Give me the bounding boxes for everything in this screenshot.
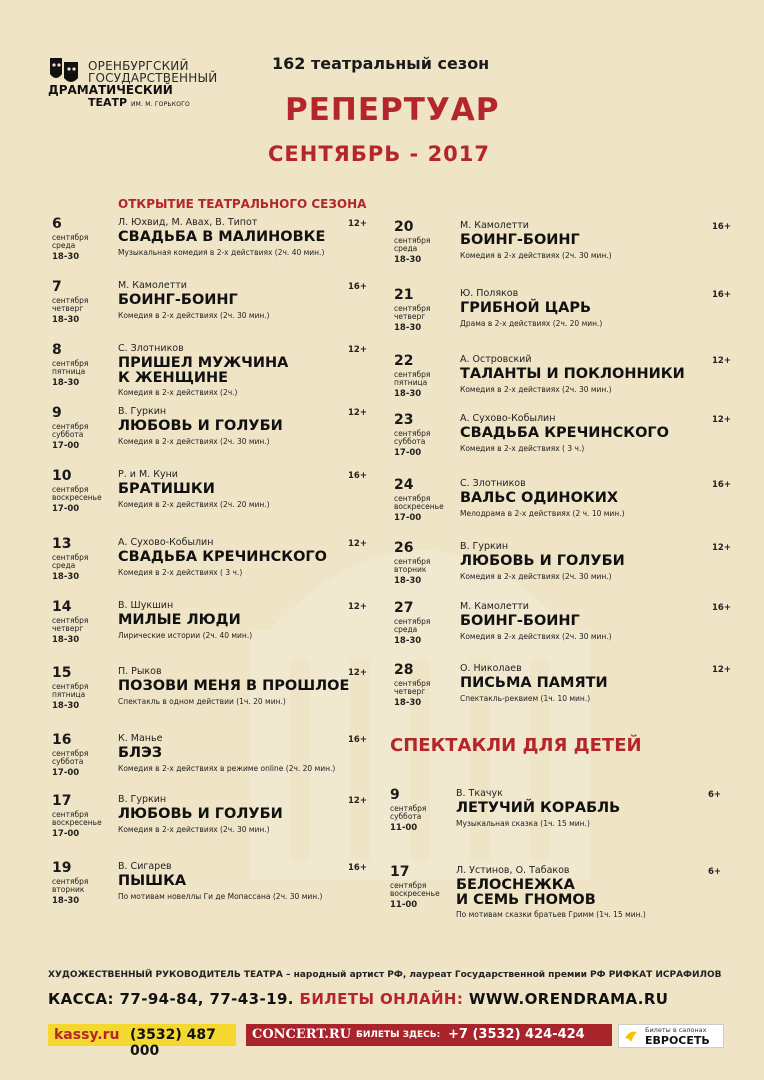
event-time: 17-00 bbox=[394, 513, 422, 523]
event-title-line-1: ЛЮБОВЬ И ГОЛУБИ bbox=[118, 418, 283, 434]
event-month: сентября bbox=[394, 679, 431, 688]
event-day: 6 bbox=[52, 216, 62, 232]
event-title bbox=[460, 426, 669, 441]
kassa-phones: КАССА: 77-94-84, 77-43-19. bbox=[48, 990, 294, 1008]
event-age-rating: 16+ bbox=[712, 222, 731, 232]
event-time: 18-30 bbox=[52, 635, 80, 645]
event-item bbox=[394, 663, 734, 723]
event-genre: Комедия в 2-х действиях (2ч. 30 мин.) bbox=[460, 572, 612, 581]
event-time: 17-00 bbox=[52, 504, 80, 514]
event-day: 8 bbox=[52, 342, 62, 358]
event-title bbox=[118, 807, 283, 822]
event-age-rating: 12+ bbox=[348, 345, 367, 355]
kassy-phone: (3532) 487 000 bbox=[130, 1027, 216, 1059]
event-author: О. Николаев bbox=[460, 663, 522, 674]
event-title-line-2: И СЕМЬ ГНОМОВ bbox=[456, 892, 596, 908]
event-title bbox=[118, 293, 238, 308]
event-month: сентября bbox=[394, 370, 431, 379]
concert-here-label: БИЛЕТЫ ЗДЕСЬ: bbox=[356, 1030, 441, 1040]
event-time: 17-00 bbox=[52, 829, 80, 839]
event-item bbox=[52, 469, 392, 529]
event-title-line-2: К ЖЕНЩИНЕ bbox=[118, 370, 229, 386]
event-month: сентября bbox=[394, 429, 431, 438]
event-author: С. Злотников bbox=[460, 478, 526, 489]
event-item bbox=[390, 865, 730, 925]
event-genre: Комедия в 2-х действиях (2ч. 30 мин.) bbox=[118, 311, 270, 320]
event-genre: Комедия в 2-х действиях (2ч. 30 мин.) bbox=[460, 251, 612, 260]
event-author: В. Ткачук bbox=[456, 788, 503, 799]
event-title-line-1: БОИНГ-БОИНГ bbox=[460, 232, 580, 248]
event-genre: Комедия в 2-х действиях ( 3 ч.) bbox=[460, 444, 585, 453]
event-weekday: пятница bbox=[394, 378, 428, 387]
event-genre: Комедия в 2-х действиях (2ч. 30 мин.) bbox=[460, 632, 612, 641]
event-author: К. Манье bbox=[118, 733, 163, 744]
event-item bbox=[394, 541, 734, 601]
event-author: В. Гуркин bbox=[460, 541, 509, 552]
event-month: сентября bbox=[390, 881, 427, 890]
event-title-line-1: ГРИБНОЙ ЦАРЬ bbox=[460, 300, 592, 316]
event-title bbox=[118, 679, 349, 694]
event-weekday: суббота bbox=[52, 757, 84, 766]
event-time: 18-30 bbox=[52, 315, 80, 325]
event-day: 7 bbox=[52, 279, 62, 295]
event-age-rating: 12+ bbox=[348, 602, 367, 612]
event-weekday: вторник bbox=[394, 565, 427, 574]
event-title bbox=[460, 301, 591, 316]
event-age-rating: 12+ bbox=[348, 539, 367, 549]
event-month: сентября bbox=[52, 422, 89, 431]
event-weekday: четверг bbox=[52, 304, 84, 313]
event-title-line-1: БЕЛОСНЕЖКА bbox=[456, 877, 575, 893]
event-day: 28 bbox=[394, 662, 414, 678]
event-item bbox=[394, 288, 734, 348]
event-genre: Комедия в 2-х действиях (2ч.) bbox=[118, 388, 238, 397]
event-age-rating: 16+ bbox=[348, 863, 367, 873]
event-age-rating: 6+ bbox=[708, 867, 722, 877]
event-item bbox=[52, 794, 392, 854]
event-age-rating: 6+ bbox=[708, 790, 722, 800]
event-genre: Комедия в 2-х действиях (2ч. 30 мин.) bbox=[118, 437, 270, 446]
event-age-rating: 16+ bbox=[712, 290, 731, 300]
logo-line-2: ГОСУДАРСТВЕННЫЙ bbox=[88, 71, 218, 85]
euroset-small-text: Билеты в салонах bbox=[645, 1026, 707, 1034]
event-author: М. Камолетти bbox=[460, 220, 529, 231]
euroset-logo: ЕВРОСЕТЬ bbox=[645, 1034, 710, 1047]
event-month: сентября bbox=[52, 616, 89, 625]
event-month: сентября bbox=[394, 494, 431, 503]
event-title bbox=[118, 230, 325, 245]
event-time: 18-30 bbox=[52, 896, 80, 906]
event-month: сентября bbox=[394, 236, 431, 245]
event-author: С. Злотников bbox=[118, 343, 184, 354]
event-month: сентября bbox=[52, 553, 89, 562]
event-title-line-1: ПИСЬМА ПАМЯТИ bbox=[460, 675, 608, 691]
event-weekday: воскресенье bbox=[52, 818, 102, 827]
event-item bbox=[394, 354, 734, 414]
event-time: 18-30 bbox=[394, 576, 422, 586]
event-author: В. Гуркин bbox=[118, 794, 167, 805]
event-genre: По мотивам новеллы Ги де Мопассана (2ч. 30 мин.) bbox=[118, 892, 323, 901]
event-day: 21 bbox=[394, 287, 414, 303]
event-time: 11-00 bbox=[390, 900, 418, 910]
event-title-line-1: ПОЗОВИ МЕНЯ В ПРОШЛОЕ bbox=[118, 678, 350, 694]
theatre-logo bbox=[48, 52, 238, 112]
event-genre: Комедия в 2-х действиях ( 3 ч.) bbox=[118, 568, 243, 577]
event-weekday: суббота bbox=[394, 437, 426, 446]
event-month: сентября bbox=[52, 485, 89, 494]
event-month: сентября bbox=[52, 233, 89, 242]
event-title-line-1: ПРИШЕЛ МУЖЧИНА bbox=[118, 355, 289, 371]
event-month: сентября bbox=[52, 296, 89, 305]
season-label: 162 театральный сезон bbox=[272, 54, 490, 73]
event-title bbox=[460, 554, 625, 569]
event-item bbox=[394, 478, 734, 538]
event-title bbox=[460, 491, 618, 506]
event-age-rating: 16+ bbox=[712, 480, 731, 490]
event-day: 9 bbox=[390, 787, 400, 803]
event-age-rating: 12+ bbox=[712, 415, 731, 425]
event-author: В. Шукшин bbox=[118, 600, 174, 611]
kassa-line bbox=[48, 990, 668, 1008]
event-day: 9 bbox=[52, 405, 62, 421]
site-link[interactable]: WWW.ORENDRAMA.RU bbox=[468, 990, 669, 1008]
event-month: сентября bbox=[394, 304, 431, 313]
event-month: сентября bbox=[52, 877, 89, 886]
logo-line-1: ОРЕНБУРГСКИЙ bbox=[88, 59, 189, 73]
event-weekday: вторник bbox=[52, 885, 85, 894]
event-age-rating: 12+ bbox=[712, 543, 731, 553]
logo-line-4-main: ТЕАТР bbox=[88, 96, 128, 109]
event-day: 13 bbox=[52, 536, 72, 552]
event-genre: Комедия в 2-х действиях (2ч. 20 мин.) bbox=[118, 500, 270, 509]
event-genre: Лирические истории (2ч. 40 мин.) bbox=[118, 631, 253, 640]
event-weekday: среда bbox=[52, 561, 76, 570]
event-author: Л. Юхвид, М. Авах, В. Типот bbox=[118, 217, 258, 228]
event-item bbox=[52, 537, 392, 597]
event-author: В. Сигарев bbox=[118, 861, 172, 872]
event-title bbox=[460, 233, 580, 248]
section-opening-title: ОТКРЫТИЕ ТЕАТРАЛЬНОГО СЕЗОНА bbox=[118, 197, 367, 211]
concert-banner[interactable] bbox=[246, 1024, 612, 1046]
event-genre: Спектакль-реквием (1ч. 10 мин.) bbox=[460, 694, 591, 703]
event-title bbox=[456, 801, 620, 816]
event-age-rating: 16+ bbox=[348, 471, 367, 481]
logo-line-4 bbox=[88, 97, 190, 110]
event-weekday: суббота bbox=[390, 812, 422, 821]
event-genre: Комедия в 2-х действиях в режиме online (2ч. 20 мин.) bbox=[118, 764, 336, 773]
event-title bbox=[118, 419, 283, 434]
event-age-rating: 12+ bbox=[712, 665, 731, 675]
event-author: А. Островский bbox=[460, 354, 532, 365]
event-title-line-1: БОИНГ-БОИНГ bbox=[118, 292, 238, 308]
event-day: 17 bbox=[52, 793, 72, 809]
event-item bbox=[52, 600, 392, 660]
event-item bbox=[394, 413, 734, 473]
event-age-rating: 16+ bbox=[712, 603, 731, 613]
logo-line-4-small: ИМ. М. ГОРЬКОГО bbox=[130, 101, 190, 108]
event-author: А. Сухово-Кобылин bbox=[460, 413, 556, 424]
event-weekday: воскресенье bbox=[394, 502, 444, 511]
event-age-rating: 12+ bbox=[348, 796, 367, 806]
event-genre: Мелодрама в 2-х действиях (2 ч. 10 мин.) bbox=[460, 509, 625, 518]
event-day: 20 bbox=[394, 219, 414, 235]
event-month: сентября bbox=[52, 359, 89, 368]
event-time: 17-00 bbox=[52, 441, 80, 451]
logo-line-3: ДРАМАТИЧЕСКИЙ bbox=[48, 83, 173, 97]
event-month: сентября bbox=[52, 682, 89, 691]
event-title-line-1: СВАДЬБА КРЕЧИНСКОГО bbox=[118, 549, 327, 565]
event-author: М. Камолетти bbox=[460, 601, 529, 612]
event-genre: Комедия в 2-х действиях (2ч. 30 мин.) bbox=[118, 825, 270, 834]
event-time: 18-30 bbox=[394, 255, 422, 265]
event-genre: Музыкальная сказка (1ч. 15 мин.) bbox=[456, 819, 590, 828]
event-title bbox=[118, 550, 327, 565]
event-title bbox=[118, 874, 186, 889]
event-title bbox=[118, 356, 288, 386]
event-genre: Комедия в 2-х действиях (2ч. 30 мин.) bbox=[460, 385, 612, 394]
event-time: 17-00 bbox=[394, 448, 422, 458]
event-time: 18-30 bbox=[52, 252, 80, 262]
event-age-rating: 12+ bbox=[712, 356, 731, 366]
euroset-bird-icon bbox=[623, 1028, 639, 1044]
event-title-line-1: ТАЛАНТЫ И ПОКЛОННИКИ bbox=[460, 366, 685, 382]
event-weekday: среда bbox=[52, 241, 76, 250]
event-time: 18-30 bbox=[52, 572, 80, 582]
event-time: 18-30 bbox=[52, 378, 80, 388]
event-title-line-1: БРАТИШКИ bbox=[118, 481, 215, 497]
event-age-rating: 12+ bbox=[348, 668, 367, 678]
event-age-rating: 16+ bbox=[348, 282, 367, 292]
kassy-logo: kassy.ru bbox=[54, 1027, 120, 1043]
event-month: сентября bbox=[394, 617, 431, 626]
event-day: 10 bbox=[52, 468, 72, 484]
event-author: Л. Устинов, О. Табаков bbox=[456, 865, 570, 876]
event-weekday: четверг bbox=[394, 312, 426, 321]
event-weekday: четверг bbox=[394, 687, 426, 696]
event-item bbox=[394, 601, 734, 661]
event-item bbox=[52, 217, 392, 277]
event-weekday: среда bbox=[394, 244, 418, 253]
kassy-banner[interactable] bbox=[48, 1024, 236, 1059]
event-title bbox=[460, 614, 580, 629]
event-title-line-1: ПЫШКА bbox=[118, 873, 187, 889]
event-title-line-1: ЛЮБОВЬ И ГОЛУБИ bbox=[460, 553, 625, 569]
event-title bbox=[460, 676, 608, 691]
event-title bbox=[118, 482, 215, 497]
month-title: СЕНТЯБРЬ - 2017 bbox=[268, 142, 491, 166]
event-weekday: четверг bbox=[52, 624, 84, 633]
event-age-rating: 16+ bbox=[348, 735, 367, 745]
section-kids-title: СПЕКТАКЛИ ДЛЯ ДЕТЕЙ bbox=[390, 735, 642, 756]
event-item bbox=[394, 220, 734, 280]
concert-phone: +7 (3532) 424-424 bbox=[448, 1027, 585, 1042]
event-item bbox=[52, 733, 392, 793]
event-day: 22 bbox=[394, 353, 414, 369]
online-label: БИЛЕТЫ ОНЛАЙН: bbox=[299, 990, 464, 1008]
event-title-line-1: ВАЛЬС ОДИНОКИХ bbox=[460, 490, 619, 506]
event-day: 26 bbox=[394, 540, 414, 556]
event-age-rating: 12+ bbox=[348, 408, 367, 418]
event-item bbox=[52, 343, 392, 403]
event-month: сентября bbox=[394, 557, 431, 566]
event-author: Р. и М. Куни bbox=[118, 469, 178, 480]
event-weekday: пятница bbox=[52, 367, 86, 376]
event-day: 14 bbox=[52, 599, 72, 615]
event-title-line-1: СВАДЬБА В МАЛИНОВКЕ bbox=[118, 229, 326, 245]
event-title-line-1: СВАДЬБА КРЕЧИНСКОГО bbox=[460, 425, 669, 441]
event-time: 18-30 bbox=[394, 389, 422, 399]
event-item bbox=[52, 861, 392, 921]
event-day: 17 bbox=[390, 864, 410, 880]
event-time: 18-30 bbox=[394, 698, 422, 708]
event-author: Ю. Поляков bbox=[460, 288, 519, 299]
event-title bbox=[118, 613, 241, 628]
event-weekday: суббота bbox=[52, 430, 84, 439]
event-month: сентября bbox=[52, 810, 89, 819]
event-title-line-1: БОИНГ-БОИНГ bbox=[460, 613, 580, 629]
event-genre: Спектакль в одном действии (1ч. 20 мин.) bbox=[118, 697, 286, 706]
event-month: сентября bbox=[52, 749, 89, 758]
event-author: А. Сухово-Кобылин bbox=[118, 537, 214, 548]
event-genre: По мотивам сказки братьев Гримм (1ч. 15 мин.) bbox=[456, 910, 646, 919]
concert-logo: CONCERT.RU bbox=[252, 1027, 352, 1042]
event-author: П. Рыков bbox=[118, 666, 162, 677]
event-author: В. Гуркин bbox=[118, 406, 167, 417]
event-genre: Музыкальная комедия в 2-х действиях (2ч. 40 мин.) bbox=[118, 248, 325, 257]
event-title-line-1: БЛЭЗ bbox=[118, 745, 163, 761]
event-title bbox=[460, 367, 685, 382]
event-item bbox=[390, 788, 730, 848]
event-day: 19 bbox=[52, 860, 72, 876]
event-item bbox=[52, 666, 392, 726]
event-title-line-1: ЛЮБОВЬ И ГОЛУБИ bbox=[118, 806, 283, 822]
event-title bbox=[456, 878, 596, 908]
event-time: 18-30 bbox=[394, 636, 422, 646]
page-title: РЕПЕРТУАР bbox=[285, 92, 500, 128]
event-weekday: среда bbox=[394, 625, 418, 634]
event-age-rating: 12+ bbox=[348, 219, 367, 229]
event-weekday: воскресенье bbox=[390, 889, 440, 898]
event-title-line-1: МИЛЫЕ ЛЮДИ bbox=[118, 612, 241, 628]
event-author: М. Камолетти bbox=[118, 280, 187, 291]
event-day: 24 bbox=[394, 477, 414, 493]
event-title bbox=[118, 746, 162, 761]
event-title-line-1: ЛЕТУЧИЙ КОРАБЛЬ bbox=[456, 800, 621, 816]
event-weekday: воскресенье bbox=[52, 493, 102, 502]
event-time: 18-30 bbox=[394, 323, 422, 333]
event-item bbox=[52, 406, 392, 466]
event-day: 27 bbox=[394, 600, 414, 616]
event-day: 15 bbox=[52, 665, 72, 681]
event-genre: Драма в 2-х действиях (2ч. 20 мин.) bbox=[460, 319, 603, 328]
event-item bbox=[52, 280, 392, 340]
event-time: 18-30 bbox=[52, 701, 80, 711]
euroset-banner[interactable] bbox=[618, 1024, 724, 1048]
director-line: ХУДОЖЕСТВЕННЫЙ РУКОВОДИТЕЛЬ ТЕАТРА – народный артист РФ, лауреат Государственной премии РФ РИФКАТ ИСРАФИЛОВ bbox=[48, 970, 722, 980]
event-time: 17-00 bbox=[52, 768, 80, 778]
event-day: 23 bbox=[394, 412, 414, 428]
event-day: 16 bbox=[52, 732, 72, 748]
event-month: сентября bbox=[390, 804, 427, 813]
event-time: 11-00 bbox=[390, 823, 418, 833]
event-weekday: пятница bbox=[52, 690, 86, 699]
